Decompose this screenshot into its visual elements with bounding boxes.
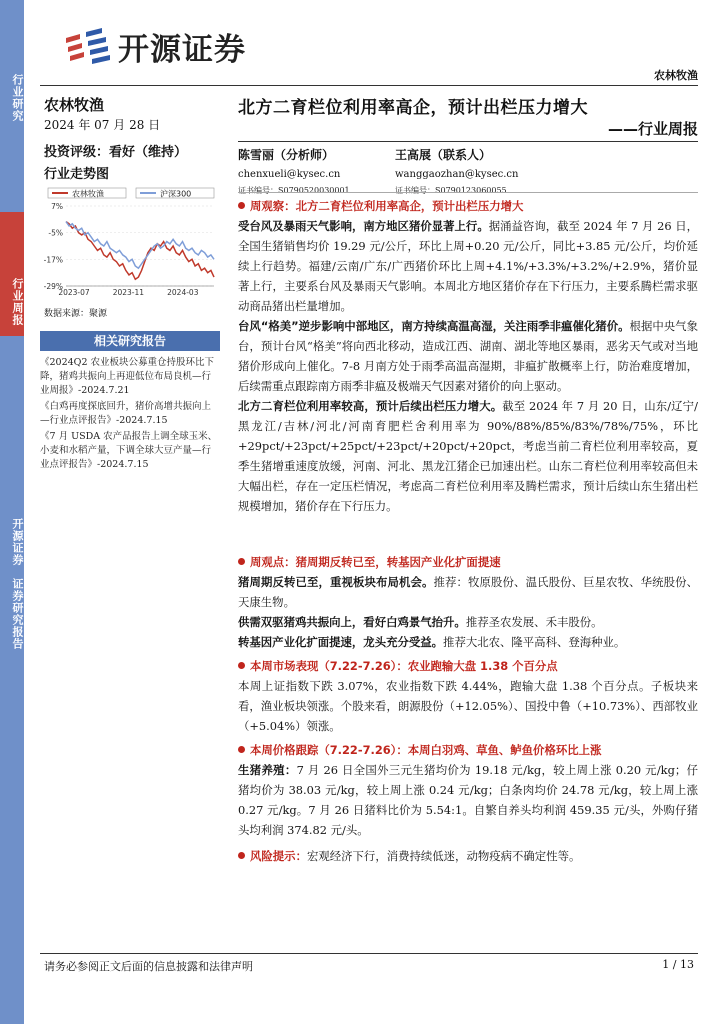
side-strip bbox=[0, 0, 24, 1024]
related-report-item[interactable]: 《白鸡再度探底回升，猪价高增共振向上—行业点评报告》-2024.7.15 bbox=[40, 401, 212, 426]
section-heading: 本周市场表现（7.22-7.26）：农业跑输大盘 1.38 个百分点 bbox=[250, 659, 558, 673]
y-tick-label: 7% bbox=[51, 202, 63, 211]
analyst-email[interactable]: chenxueli@kysec.cn bbox=[238, 169, 341, 180]
paragraph-text: 截至 2024 年 7 月 20 日，山东/辽宁/黑龙江/吉林/河北/河南育肥栏舍利用率为 90%/88%/85%/83%/78%/75%，环比+29pct/+23pct/+25pct/+23pct/+20pct/+20pct，考虑当前二育栏位利用率较高，夏季生猪增重速度放缓，河南、河北、黑龙江猪企已加速出栏。山东二育栏位利用率较高但未大幅出栏，存在一定压栏情况，考虑高二育栏位利用率及腾栏需求，预计后续山东生猪出栏规模增加，猪价存在下行压力。 bbox=[238, 399, 698, 513]
analyst-cert: 证书编号：S0790520030001 bbox=[238, 186, 350, 195]
section-weekly-view bbox=[238, 552, 698, 652]
report-subtitle: ——行业周报 bbox=[607, 120, 698, 138]
title-divider bbox=[238, 141, 698, 142]
paragraph-text: 推荐：牧原股份、温氏股份、巨星农牧、华统股份、天康生物。 bbox=[238, 575, 698, 609]
paragraph-lead: 供需双驱猪鸡共振向上，看好白鸡景气抬升。 bbox=[238, 615, 466, 629]
related-report-item[interactable]: 《2024Q2 农业板块公募重仓持股环比下降，猪鸡共振向上再迎低位布局良机—行业周报》-2024.7.21 bbox=[40, 357, 215, 396]
bullet-icon bbox=[238, 662, 245, 669]
paragraph-text: 7 月 26 日全国外三元生猪均价为 19.18 元/kg，较上周上涨 0.20 元/kg；仔猪均价为 38.03 元/kg，较上周上涨 0.24 元/kg；白条肉均价 24.78 元/kg，较上周上涨 0.27 元/kg。7 月 26 日猪料比价为 5.54:1。自繁自养头均利润 459.35 元/头，外购仔猪头均利润 374.82 元/头。 bbox=[238, 763, 698, 837]
paragraph-text: 推荐大北农、隆平高科、登海种业。 bbox=[443, 635, 626, 649]
paragraph bbox=[238, 632, 698, 652]
analyst-name: 王高展（联系人） bbox=[395, 148, 492, 162]
paragraph-text: 据涌益咨询，截至 2024 年 7 月 26 日，全国生猪销售均价 19.29 元/公斤，环比上周+0.20 元/公斤，同比+3.85 元/公斤，均价延续上行趋势。福建/云南/广东/广西猪价环比上周+4.1%/+3.3%/+3.2%/+2.9%，猪价显著上行，主要系台风及暴雨天气影响。本周北方地区猪价存在下行压力，主要系腾栏需求驱动商品猪出栏量增加。 bbox=[238, 219, 698, 313]
strip-label-report: 证券研究报告 bbox=[11, 578, 24, 650]
x-tick-label: 2024-03 bbox=[167, 288, 199, 297]
paragraph bbox=[238, 760, 698, 840]
analyst-name: 陈雪丽（分析师） bbox=[238, 148, 335, 162]
strip-label-company: 开源证券 bbox=[11, 518, 24, 566]
paragraph-lead: 猪周期反转已至，重视板块布局机会。 bbox=[238, 575, 434, 589]
section-heading: 风险提示： bbox=[250, 849, 307, 863]
strip-label-weekly: 行业周报 bbox=[11, 278, 24, 326]
series-line bbox=[66, 222, 214, 280]
y-tick-label: -29% bbox=[43, 282, 63, 291]
section-heading: 周观察：北方二育栏位利用率高企，预计出栏压力增大 bbox=[250, 199, 524, 213]
header-sector: 农林牧渔 bbox=[654, 69, 698, 82]
section-risk bbox=[238, 846, 698, 866]
paragraph-lead: 受台风及暴雨天气影响，南方地区猪价显著上行。 bbox=[238, 219, 489, 233]
logo-mark-icon bbox=[62, 26, 114, 66]
company-logo bbox=[62, 26, 246, 66]
bullet-icon bbox=[238, 202, 245, 209]
paragraph-lead: 台风“格美”逆步影响中部地区，南方持续高温高湿，关注雨季非瘟催化猪价。 bbox=[238, 319, 630, 333]
legend-label: 沪深300 bbox=[160, 189, 192, 199]
paragraph-text: 宏观经济下行，消费持续低迷，动物疫病不确定性等。 bbox=[306, 849, 581, 863]
section-market-performance bbox=[238, 656, 698, 736]
section-price-tracking bbox=[238, 740, 698, 840]
x-tick-label: 2023-11 bbox=[112, 288, 145, 297]
strip-label-research: 行业研究 bbox=[11, 74, 24, 122]
paragraph-text: 推荐圣农发展、禾丰股份。 bbox=[465, 615, 603, 629]
chart-source: 数据来源：聚源 bbox=[44, 309, 108, 319]
page-number: 1 / 13 bbox=[662, 958, 694, 971]
related-reports-header: 相关研究报告 bbox=[40, 331, 220, 351]
trend-chart bbox=[40, 186, 220, 306]
related-report-item[interactable]: 《7 月 USDA 农产品报告上调全球玉米、小麦和水稻产量，下调全球大豆产量—行业点评报告》-2024.7.15 bbox=[40, 431, 218, 470]
header-divider bbox=[40, 85, 698, 86]
trend-chart-title: 行业走势图 bbox=[44, 167, 110, 182]
analyst-cert: 证书编号：S0790123060055 bbox=[395, 186, 507, 195]
related-reports-list bbox=[40, 356, 220, 474]
bullet-icon bbox=[238, 558, 245, 565]
section-weekly-observation bbox=[238, 196, 698, 516]
bullet-icon bbox=[238, 746, 245, 753]
paragraph-text: 根据中央气象台，预计台风“格美”将向西北移动，造成江西、湖南、湖北等地区暴雨，恶劣天气或对当地猪价形成向上催化。7-8 月南方处于雨季高温高湿期，非瘟扩散概率上行，防治难度增加，后续需重点跟踪南方雨季非瘟及极端天气因素对猪价的向上驱动。 bbox=[238, 319, 698, 393]
sector-name: 农林牧渔 bbox=[44, 96, 105, 114]
paragraph-lead: 北方二育栏位利用率较高，预计后续出栏压力增大。 bbox=[238, 399, 503, 413]
bullet-icon bbox=[238, 852, 245, 859]
paragraph-lead: 生猪养殖： bbox=[238, 763, 297, 777]
footer-divider bbox=[40, 953, 698, 954]
company-name: 开源证券 bbox=[118, 31, 246, 68]
investment-rating: 投资评级：看好（维持） bbox=[44, 145, 188, 160]
paragraph bbox=[238, 612, 698, 632]
x-tick-label: 2023-07 bbox=[58, 288, 90, 297]
paragraph-text: 本周上证指数下跌 3.07%，农业指数下跌 4.44%，跑输大盘 1.38 个百分点。子板块来看，渔业板块领涨。个股来看，朗源股份（+12.05%）、国投中鲁（+10.73%）、西部牧业（+5.04%）领涨。 bbox=[238, 679, 698, 733]
paragraph bbox=[238, 396, 698, 516]
trend-chart-svg bbox=[40, 186, 220, 306]
analyst-card bbox=[238, 146, 398, 196]
section-heading: 本周价格跟踪（7.22-7.26）：本周白羽鸡、草鱼、鲈鱼价格环比上涨 bbox=[250, 743, 602, 757]
footer-disclaimer[interactable]: 请务必参阅正文后面的信息披露和法律声明 bbox=[44, 960, 253, 973]
y-tick-label: -5% bbox=[48, 228, 63, 238]
section-heading: 周观点：猪周期反转已至，转基因产业化扩面提速 bbox=[250, 555, 501, 569]
analyst-email[interactable]: wanggaozhan@kysec.cn bbox=[395, 169, 519, 180]
series-line bbox=[66, 222, 214, 269]
paragraph bbox=[238, 216, 698, 316]
legend-label: 农林牧渔 bbox=[72, 189, 104, 199]
y-tick-label: -17% bbox=[43, 255, 63, 265]
paragraph-lead: 转基因产业化扩面提速，龙头充分受益。 bbox=[238, 635, 444, 649]
analyst-card bbox=[395, 146, 555, 196]
analyst-divider bbox=[238, 192, 698, 193]
paragraph bbox=[238, 572, 698, 612]
paragraph bbox=[238, 316, 698, 396]
report-title: 北方二育栏位利用率高企，预计出栏压力增大 bbox=[238, 98, 588, 118]
report-date: 2024 年 07 月 28 日 bbox=[44, 118, 161, 132]
